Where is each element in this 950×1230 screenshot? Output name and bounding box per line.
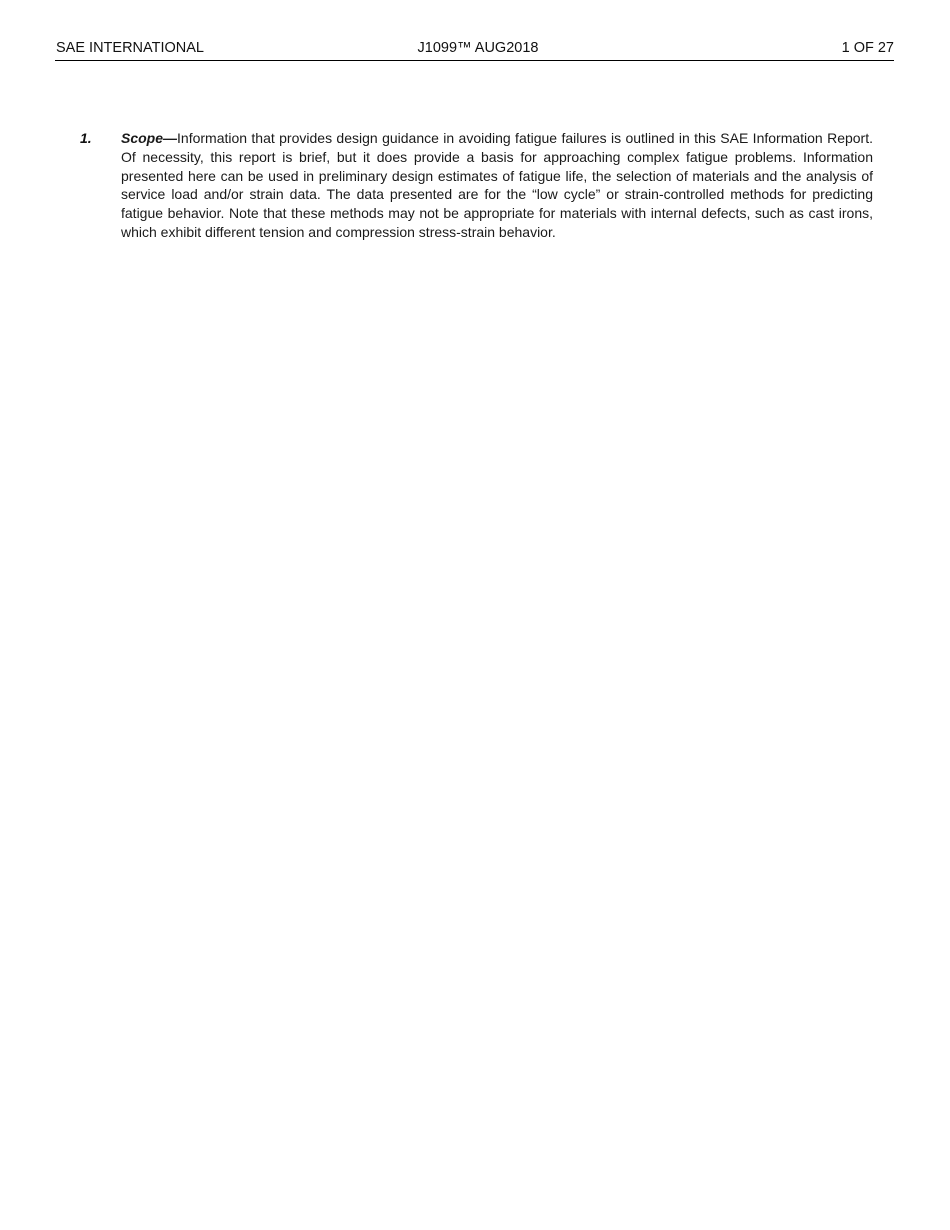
section-number: 1.: [80, 130, 92, 146]
section-title: Scope—: [121, 130, 178, 146]
section-paragraph: [121, 129, 873, 242]
header-organization: SAE INTERNATIONAL: [56, 40, 204, 56]
page-header: [55, 38, 894, 61]
header-page-number: 1 OF 27: [841, 40, 894, 56]
scope-section: [80, 129, 873, 242]
section-text: Information that provides design guidance in avoiding fatigue failures is outlined in this SAE Information Report. Of necessity, this report is brief, but it does provide a basis for approaching complex fatigue problems. Information presented here can be used in preliminary design estimates of fatigue life, the selection of materials and the analysis of service load and/or strain data. The data presented are for the “low cycle” or strain-controlled methods for predicting fatigue behavior. Note that these methods may not be appropriate for materials with internal defects, such as cast irons, which exhibit different tension and compression stress-strain behavior.: [121, 130, 873, 240]
header-document-id: J1099™ AUG2018: [417, 40, 539, 56]
